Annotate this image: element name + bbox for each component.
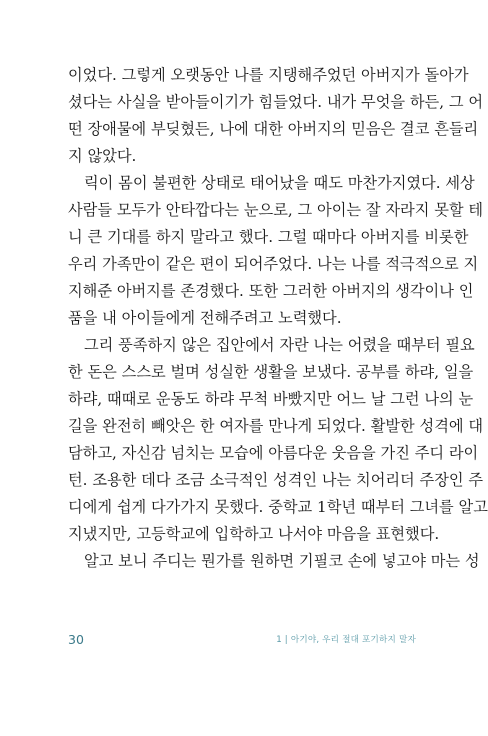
text-line: 한 돈은 스스로 벌며 성실한 생활을 보냈다. 공부를 하랴, 일을 [68, 363, 474, 381]
text-line: 릭이 몸이 불편한 상태로 태어났을 때도 마찬가지였다. 세상 [84, 174, 475, 192]
text-line: 그리 풍족하지 않은 집안에서 자란 나는 어렸을 때부터 필요 [84, 336, 475, 354]
text-line: 알고 보니 주디는 뭔가를 원하면 기필코 손에 넣고야 마는 성 [84, 552, 480, 570]
text-line: 품을 내 아이들에게 전해주려고 노력했다. [68, 309, 342, 327]
text-line: 지냈지만, 고등학교에 입학하고 나서야 마음을 표현했다. [68, 525, 440, 543]
text-line: 떤 장애물에 부딪혔든, 나에 대한 아버지의 믿음은 결코 흔들리 [68, 120, 479, 138]
text-line: 사람들 모두가 안타깝다는 눈으로, 그 아이는 잘 자라지 못할 테 [68, 201, 484, 219]
text-line: 우리 가족만이 같은 편이 되어주었다. 나는 나를 적극적으로 지 [68, 255, 479, 273]
text-line: 이었다. 그렇게 오랫동안 나를 지탱해주었던 아버지가 돌아가 [68, 66, 469, 84]
text-line: 길을 완전히 빼앗은 한 여자를 만나게 되었다. 활발한 성격에 대 [68, 417, 484, 435]
text-line: 지해준 아버지를 존경했다. 또한 그러한 아버지의 생각이나 인 [68, 282, 474, 300]
text-line: 지 않았다. [68, 147, 137, 165]
text-line: 담하고, 자신감 넘치는 모습에 아름다운 웃음을 가진 주디 라이 [68, 444, 479, 462]
text-line: 셨다는 사실을 받아들이기가 힘들었다. 내가 무엇을 하든, 그 어 [68, 93, 484, 111]
text-line: 디에게 쉽게 다가가지 못했다. 중학교 1학년 때부터 그녀를 알고 [68, 498, 488, 516]
text-line: 하랴, 때때로 운동도 하랴 무척 바빴지만 어느 날 그런 나의 눈 [68, 390, 474, 408]
text-line: 턴. 조용한 데다 조금 소극적인 성격인 나는 치어리더 주장인 주 [68, 471, 484, 489]
page-number: 30 [68, 632, 84, 647]
running-head: 1 | 아기야, 우리 절대 포기하지 말자 [276, 635, 416, 645]
text-line: 니 큰 기대를 하지 말라고 했다. 그럴 때마다 아버지를 비롯한 [68, 228, 469, 246]
